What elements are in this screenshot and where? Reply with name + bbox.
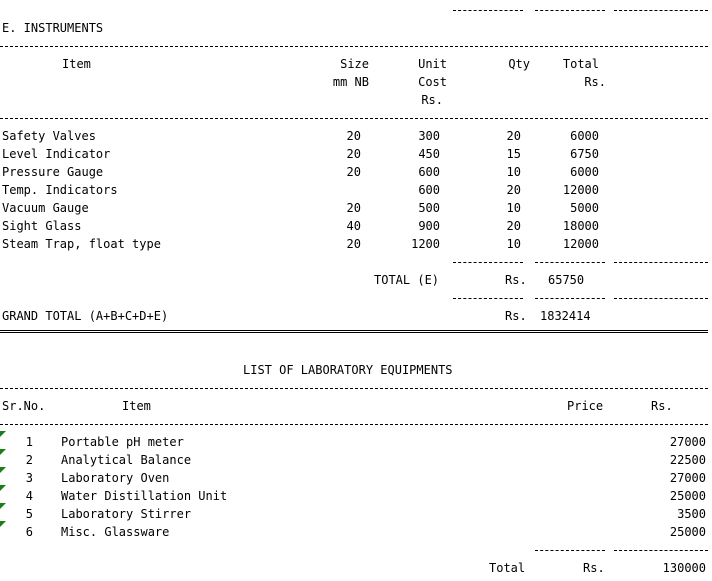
instrument-total: 6000 [570, 129, 599, 143]
instrument-unit-cost: 500 [418, 201, 440, 215]
col-header-rs: Rs. [651, 399, 673, 413]
instrument-item: Steam Trap, float type [2, 237, 161, 251]
section-e-heading: E. INSTRUMENTS [2, 21, 104, 35]
rule [614, 10, 708, 11]
lab-item: Portable pH meter [61, 435, 184, 449]
instrument-qty: 10 [506, 237, 521, 251]
instrument-total: 5000 [570, 201, 599, 215]
instrument-total: 6750 [570, 147, 599, 161]
col-header-sr-no: Sr.No. [2, 399, 46, 413]
lab-sr-no: 4 [25, 489, 33, 503]
instrument-qty: 20 [506, 183, 521, 197]
lab-total-currency: Rs. [583, 561, 605, 575]
col-header-unit-cost-2: Cost [418, 75, 447, 89]
rule [614, 298, 708, 299]
lab-rs: 25000 [669, 525, 706, 539]
col-header-unit-cost: Unit [418, 57, 447, 71]
header-bottom-rule [0, 118, 708, 119]
lab-item: Analytical Balance [61, 453, 192, 467]
comment-marker [0, 431, 6, 437]
rule [614, 262, 708, 263]
rule [535, 550, 605, 551]
instrument-unit-cost: 600 [418, 165, 440, 179]
instrument-item: Vacuum Gauge [2, 201, 89, 215]
lab-rs: 27000 [669, 435, 706, 449]
instrument-total: 6000 [570, 165, 599, 179]
instrument-item: Pressure Gauge [2, 165, 104, 179]
instrument-size: 20 [346, 165, 361, 179]
instrument-item: Safety Valves [2, 129, 96, 143]
rule [453, 10, 523, 11]
comment-marker [0, 485, 6, 491]
instrument-unit-cost: 1200 [411, 237, 440, 251]
lab-header-bottom-rule [0, 424, 708, 425]
lab-rs: 27000 [669, 471, 706, 485]
rule [535, 262, 605, 263]
instrument-qty: 20 [506, 219, 521, 233]
col-header-size: Size [340, 57, 369, 71]
grand-total-label: GRAND TOTAL (A+B+C+D+E) [2, 309, 169, 323]
rule [453, 298, 523, 299]
rule [535, 298, 605, 299]
instrument-item: Level Indicator [2, 147, 111, 161]
lab-item: Misc. Glassware [61, 525, 170, 539]
section-e-total-value: 65750 [548, 273, 585, 287]
header-top-rule [0, 46, 708, 47]
lab-total-label: Total [489, 561, 526, 575]
instrument-size: 20 [346, 147, 361, 161]
grand-total-double-rule [0, 330, 708, 333]
lab-sr-no: 1 [25, 435, 33, 449]
instrument-total: 18000 [562, 219, 599, 233]
instrument-total: 12000 [562, 237, 599, 251]
comment-marker [0, 521, 6, 527]
col-header-unit-cost-currency: Rs. [421, 93, 443, 107]
instrument-unit-cost: 300 [418, 129, 440, 143]
instrument-size: 20 [346, 129, 361, 143]
lab-sr-no: 2 [25, 453, 33, 467]
lab-rs: 25000 [669, 489, 706, 503]
lab-item: Laboratory Stirrer [61, 507, 192, 521]
rule [535, 10, 605, 11]
lab-sr-no: 6 [25, 525, 33, 539]
instrument-qty: 15 [506, 147, 521, 161]
lab-header-top-rule [0, 388, 708, 389]
instrument-size: 20 [346, 201, 361, 215]
lab-list-title: LIST OF LABORATORY EQUIPMENTS [243, 363, 453, 377]
lab-sr-no: 5 [25, 507, 33, 521]
instrument-unit-cost: 900 [418, 219, 440, 233]
instrument-qty: 10 [506, 165, 521, 179]
section-e-total-currency: Rs. [505, 273, 527, 287]
col-header-total-currency: Rs. [584, 75, 606, 89]
col-header-price: Price [567, 399, 604, 413]
col-header-item: Item [62, 57, 91, 71]
instrument-size: 40 [346, 219, 361, 233]
instrument-total: 12000 [562, 183, 599, 197]
section-e-total-label: TOTAL (E) [374, 273, 440, 287]
rule [614, 550, 708, 551]
rule [453, 262, 523, 263]
lab-item: Water Distillation Unit [61, 489, 228, 503]
lab-rs: 22500 [669, 453, 706, 467]
instrument-item: Sight Glass [2, 219, 82, 233]
lab-rs: 3500 [677, 507, 706, 521]
lab-item: Laboratory Oven [61, 471, 170, 485]
comment-marker [0, 449, 6, 455]
instrument-size: 20 [346, 237, 361, 251]
col-header-total: Total [562, 57, 599, 71]
lab-total-value: 130000 [662, 561, 706, 575]
instrument-qty: 20 [506, 129, 521, 143]
col-header-qty: Qty [508, 57, 530, 71]
lab-sr-no: 3 [25, 471, 33, 485]
instrument-item: Temp. Indicators [2, 183, 118, 197]
instrument-unit-cost: 600 [418, 183, 440, 197]
instrument-qty: 10 [506, 201, 521, 215]
col-header-size-unit: mm NB [332, 75, 369, 89]
comment-marker [0, 467, 6, 473]
comment-marker [0, 503, 6, 509]
grand-total-value: 1832414 [540, 309, 591, 323]
grand-total-currency: Rs. [505, 309, 527, 323]
col-header-item: Item [122, 399, 151, 413]
instrument-unit-cost: 450 [418, 147, 440, 161]
